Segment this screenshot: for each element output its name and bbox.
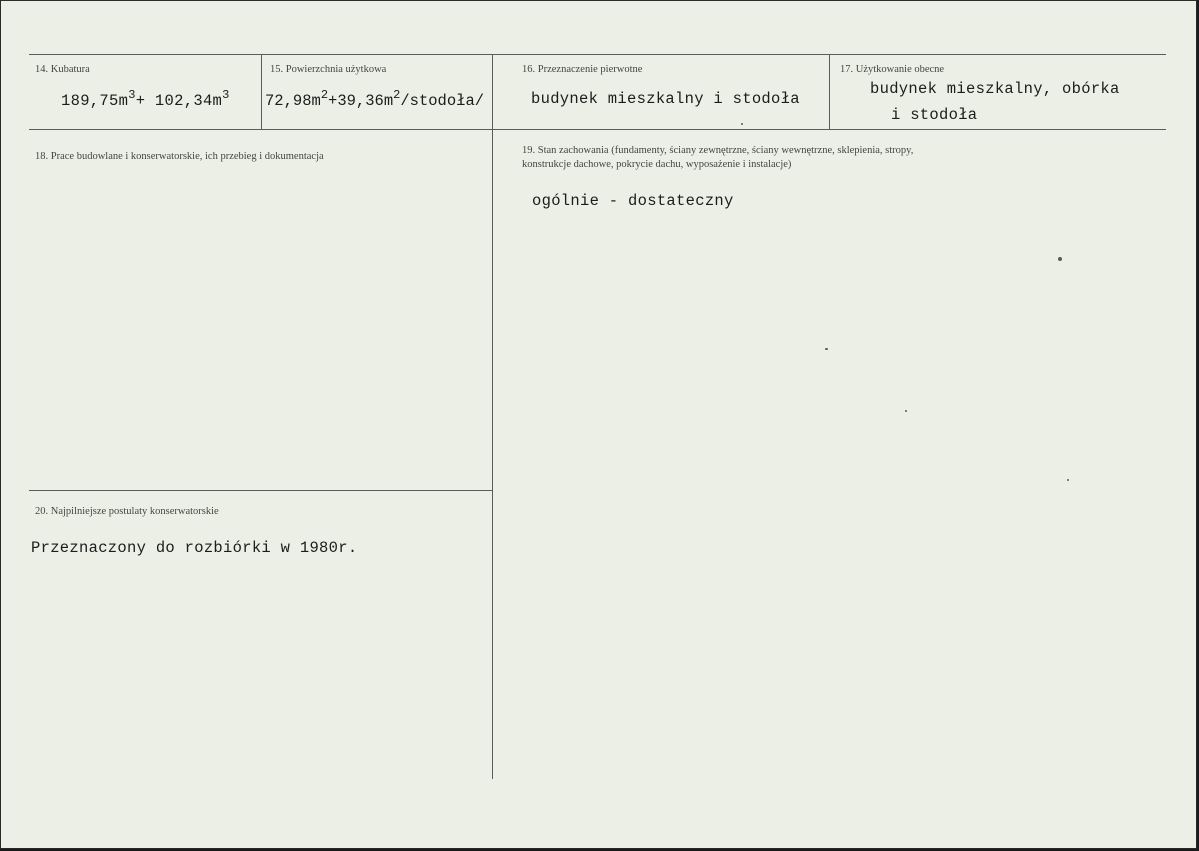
paper-speck: [905, 410, 907, 412]
paper-speck: [741, 123, 743, 125]
field-15-value-c: /stodoła/: [400, 92, 485, 110]
field-16-value: budynek mieszkalny i stodoła: [531, 90, 800, 108]
divider-14-15: [261, 54, 262, 129]
field-20-label: 20. Najpilniejsze postulaty konserwatorskie: [35, 506, 219, 517]
field-15-value-a: 72,98m: [265, 92, 321, 110]
paper-speck: [1067, 479, 1069, 481]
field-20-value: Przeznaczony do rozbiórki w 1980r.: [31, 539, 358, 557]
field-15-sup-b: 2: [393, 88, 401, 102]
field-14-label: 14. Kubatura: [35, 64, 90, 75]
field-15-label: 15. Powierzchnia użytkowa: [270, 64, 387, 75]
divider-18-20: [29, 490, 492, 491]
field-16-label: 16. Przeznaczenie pierwotne: [522, 64, 643, 75]
field-19-value: ogólnie - dostateczny: [532, 192, 734, 210]
main-column-divider: [492, 54, 493, 779]
field-17-value-line1: budynek mieszkalny, obórka: [870, 80, 1120, 98]
divider-16-17: [829, 54, 830, 129]
paper-speck: [825, 348, 828, 350]
field-19-label-line2: konstrukcje dachowe, pokrycie dachu, wyposażenie i instalacje): [522, 159, 792, 170]
field-14-sup-a: 3: [128, 88, 136, 102]
field-14-value-b: + 102,34m: [135, 92, 223, 110]
field-15-sup-a: 2: [320, 88, 329, 102]
paper-speck: [1058, 257, 1062, 261]
field-15-value-b: +39,36m: [328, 92, 394, 110]
field-17-value-line2: i stodoła: [891, 106, 978, 124]
field-14-value-a: 189,75m: [61, 92, 129, 110]
field-15-value: [265, 88, 485, 110]
field-14-sup-b: 3: [222, 88, 230, 102]
top-rule: [29, 54, 1166, 55]
header-row-bottom-rule: [29, 129, 1166, 130]
field-19-label-line1: 19. Stan zachowania (fundamenty, ściany zewnętrzne, ściany wewnętrzne, sklepienia, stropy,: [522, 145, 914, 156]
field-14-value: [61, 88, 230, 110]
field-18-label: 18. Prace budowlane i konserwatorskie, ich przebieg i dokumentacja: [35, 151, 324, 162]
field-17-label: 17. Użytkowanie obecne: [840, 64, 945, 75]
